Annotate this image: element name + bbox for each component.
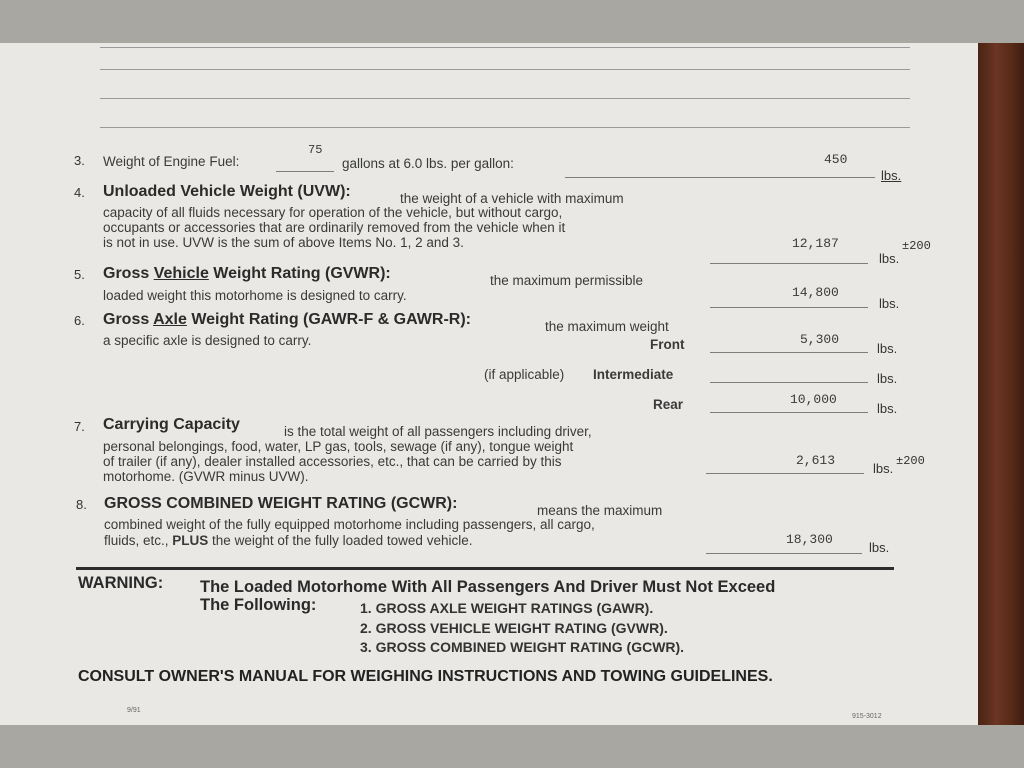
warning-item-3: 3. GROSS COMBINED WEIGHT RATING (GCWR). [360, 639, 685, 655]
item-5-unit: lbs. [879, 296, 900, 311]
item-7-line3: of trailer (if any), dealer installed accessories, etc., that can be carried by this [103, 454, 562, 469]
item-7-number: 7. [74, 419, 85, 434]
item-6-intermediate-label: Intermediate [593, 367, 674, 382]
item-6-title: Gross Axle Weight Rating (GAWR-F & GAWR-R): [103, 311, 471, 328]
item-8-value-blank [706, 553, 862, 554]
item-6-rear-unit: lbs. [877, 401, 898, 416]
item-5-value-blank [710, 307, 868, 308]
ruled-line [100, 47, 910, 48]
item-5-line2: loaded weight this motorhome is designed to carry. [103, 288, 407, 303]
item-6-rear-label: Rear [653, 397, 684, 412]
item-7-tolerance: ±200 [896, 454, 925, 468]
ruled-line [100, 69, 910, 70]
item-6-intermediate-prefix: (if applicable) [484, 367, 565, 382]
item-6-rear-value: 10,000 [790, 392, 837, 407]
item-3-gallons: 75 [308, 143, 323, 157]
consult-notice: CONSULT OWNER'S MANUAL FOR WEIGHING INSTRUCTIONS AND TOWING GUIDELINES. [78, 668, 773, 685]
item-3-label: Weight of Engine Fuel: [103, 154, 240, 169]
item-4-number: 4. [74, 185, 85, 200]
item-4-value-blank [710, 263, 868, 264]
warning-line1: The Loaded Motorhome With All Passengers And Driver Must Not Exceed [200, 578, 776, 596]
item-6-intermediate-unit: lbs. [877, 371, 898, 386]
wood-background [978, 43, 1024, 725]
item-8-line3: fluids, etc., PLUS the weight of the fully loaded towed vehicle. [104, 533, 473, 548]
item-4-title: Unloaded Vehicle Weight (UVW): [103, 183, 351, 200]
item-7-value: 2,613 [796, 453, 836, 468]
item-6-rear-blank [710, 412, 868, 413]
item-4-line2: capacity of all fluids necessary for operation of the vehicle, but without cargo, [103, 205, 563, 220]
item-8-value: 18,300 [786, 532, 833, 547]
item-7-line1: is the total weight of all passengers including driver, [284, 424, 592, 439]
item-4-line1: the weight of a vehicle with maximum [400, 191, 624, 206]
item-5-value: 14,800 [792, 285, 839, 300]
form-date-code: 9/91 [127, 707, 141, 714]
item-8-unit: lbs. [869, 540, 890, 555]
item-4-unit: lbs. [879, 251, 900, 266]
item-3-value: 450 [824, 152, 848, 167]
item-8-line1: means the maximum [537, 503, 663, 518]
item-7-value-blank [706, 473, 864, 474]
warning-separator [76, 567, 894, 570]
item-3-gallons-blank [276, 171, 334, 172]
item-7-line4: motorhome. (GVWR minus UVW). [103, 469, 309, 484]
item-4-value: 12,187 [792, 236, 839, 251]
item-7-title: Carrying Capacity [103, 416, 240, 433]
item-4-line3: occupants or accessories that are ordinarily removed from the vehicle when it [103, 220, 566, 235]
item-6-front-label: Front [650, 337, 685, 352]
item-4-tolerance: ±200 [902, 239, 931, 253]
warning-label: WARNING: [78, 574, 164, 592]
item-3-rest: gallons at 6.0 lbs. per gallon: [342, 156, 514, 171]
item-8-number: 8. [76, 497, 87, 512]
item-7-line2: personal belongings, food, water, LP gas, tools, sewage (if any), tongue weight [103, 439, 574, 454]
warning-item-2: 2. GROSS VEHICLE WEIGHT RATING (GVWR). [360, 620, 668, 636]
warning-line2: The Following: [200, 596, 317, 614]
item-6-front-blank [710, 352, 868, 353]
item-6-line2: a specific axle is designed to carry. [103, 333, 312, 348]
item-8-line2: combined weight of the fully equipped motorhome including passengers, all cargo, [104, 517, 595, 532]
item-6-number: 6. [74, 313, 85, 328]
form-number: 915-3012 [852, 713, 882, 720]
ruled-line [100, 127, 910, 128]
item-4-line4: is not in use. UVW is the sum of above Items No. 1, 2 and 3. [103, 235, 464, 250]
item-3-unit: lbs. [881, 168, 902, 183]
item-7-unit: lbs. [873, 461, 894, 476]
item-5-title: Gross Vehicle Weight Rating (GVWR): [103, 265, 391, 282]
ruled-line [100, 98, 910, 99]
item-6-front-value: 5,300 [800, 332, 840, 347]
item-5-line1: the maximum permissible [490, 273, 644, 288]
item-6-front-unit: lbs. [877, 341, 898, 356]
item-5-number: 5. [74, 267, 85, 282]
warning-item-1: 1. GROSS AXLE WEIGHT RATINGS (GAWR). [360, 600, 654, 616]
form-sheet [0, 43, 980, 725]
item-3-number: 3. [74, 153, 85, 168]
item-6-line1: the maximum weight [545, 319, 669, 334]
item-6-intermediate-blank [710, 382, 868, 383]
item-8-title: GROSS COMBINED WEIGHT RATING (GCWR): [104, 495, 458, 512]
item-3-value-blank [565, 177, 875, 178]
